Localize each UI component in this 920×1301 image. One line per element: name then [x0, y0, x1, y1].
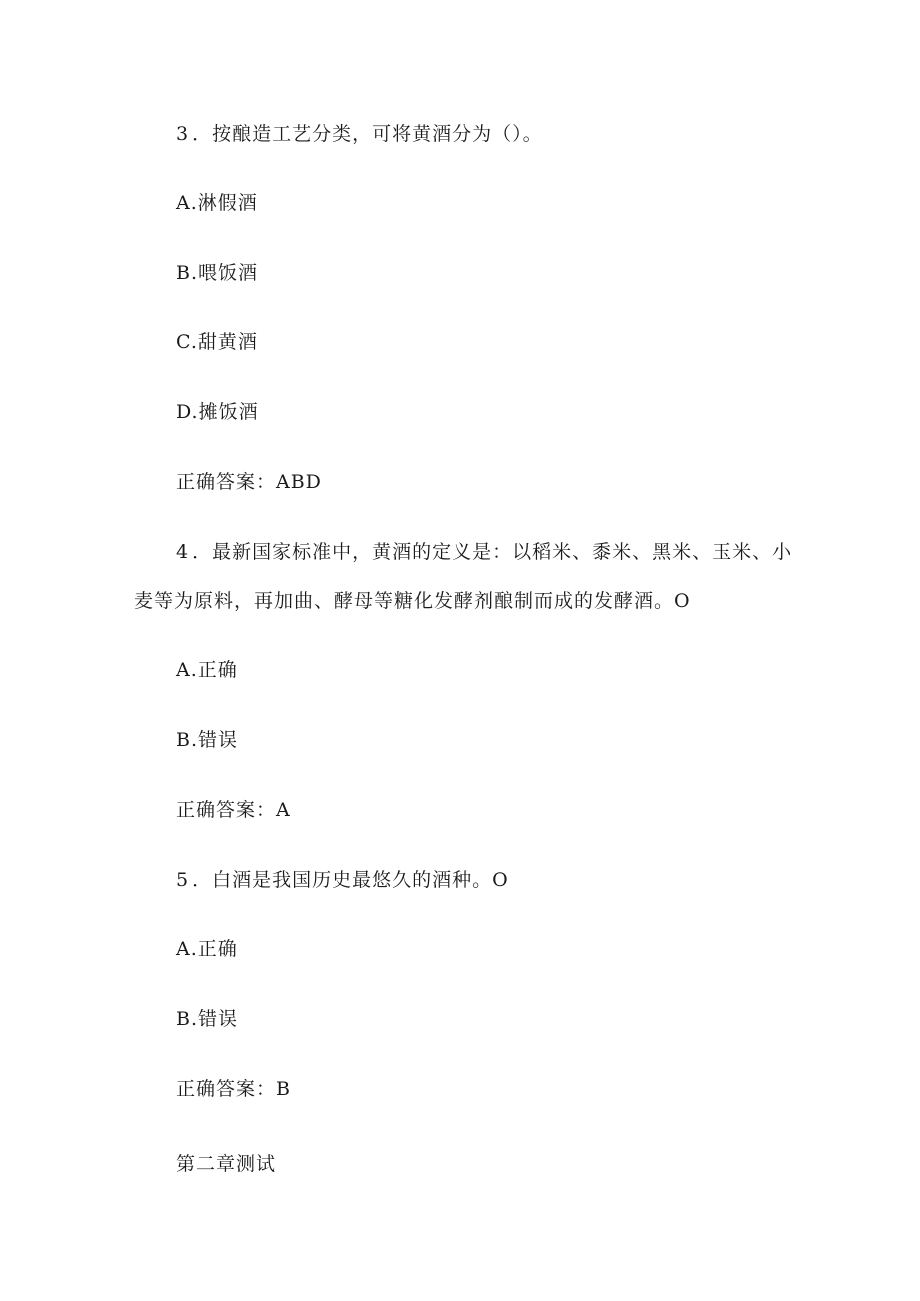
- question-number: 3: [176, 123, 193, 145]
- question-4-answer: 正确答案：A: [176, 799, 291, 821]
- question-5-answer: 正确答案：B: [176, 1078, 291, 1100]
- question-text: ．最新国家标准中，黄酒的定义是：以稻米、黍米、黑米、玉米、小: [192, 541, 793, 563]
- question-text: ．按酿造工艺分类，可将黄酒分为（）。: [192, 123, 543, 145]
- question-3-option-a: A.淋假酒: [176, 192, 258, 214]
- question-3-stem: [176, 122, 543, 146]
- question-3-answer: 正确答案：ABD: [176, 471, 322, 493]
- question-5-stem: [176, 868, 509, 892]
- section-heading: 第二章测试: [176, 1153, 277, 1175]
- question-4-stem: [176, 540, 792, 564]
- question-3-option-b: B.喂饭酒: [176, 262, 259, 284]
- question-number: 5: [176, 869, 193, 891]
- question-5-option-a: A.正确: [176, 938, 238, 960]
- question-4-option-a: A.正确: [176, 659, 238, 681]
- question-4-option-b: B.错误: [176, 729, 239, 751]
- question-3-option-c: C.甜黄酒: [176, 331, 258, 353]
- question-4-stem-continued: 麦等为原料，再加曲、酵母等糖化发酵剂酿制而成的发酵酒。O: [134, 590, 691, 612]
- question-number: 4: [176, 541, 193, 563]
- question-5-option-b: B.错误: [176, 1008, 239, 1030]
- question-text: ．白酒是我国历史最悠久的酒种。O: [192, 869, 509, 891]
- question-3-option-d: D.摊饭酒: [176, 401, 259, 423]
